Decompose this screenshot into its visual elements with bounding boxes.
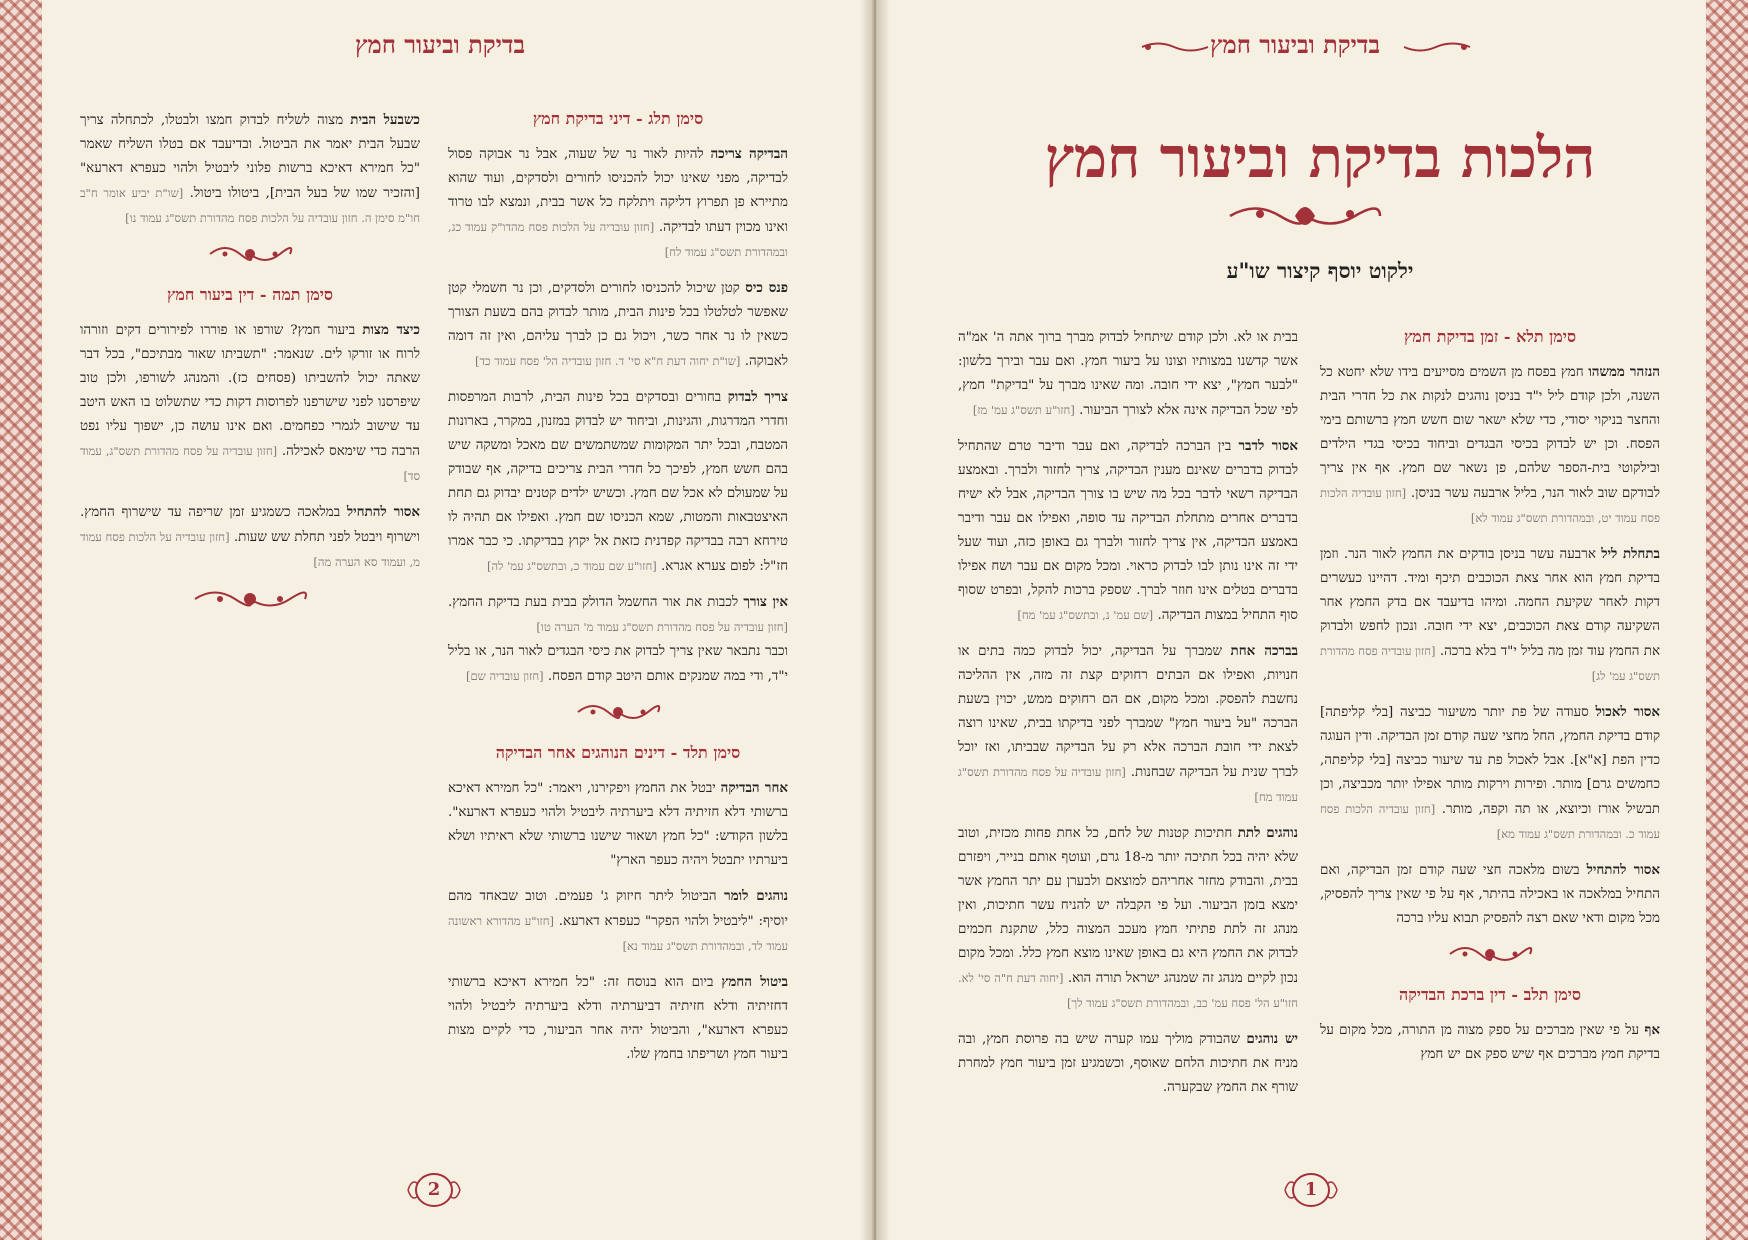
decorative-border-right — [1706, 0, 1748, 1240]
paragraph: כשבעל הבית מצוה לשליח לבדוק חמצו ולבטלו, לכתחלה צריך שבעל הבית יאמר את הביטול. ובדיעבד אם בטלו השליח שאמר "כל חמירא דאיכא ברשות פלוני ליבטיל ולהוי כעפרא דארעא" [והזכיר שמו של בעל הבית], ביטולו ביטול. [שו"ת יביע אומר ח"ב חו"מ סימן ה. חזון עובדיה על הלכות פסח מהדורת תשס"ג עמוד נו] — [80, 112, 421, 225]
paragraph: ביטול החמץ ביום הוא בנוסח זה: "כל חמירא דאיכא ברשותי דחזיתיה ודלא חזיתיה דביערתיה ודלא ביערתיה ליבטיל ולהוי כעפרא דארעא", והביטול יהיה אחר הביעור, כדי לקיים מצות ביעור חמץ ושריפתו בחמץ שלו. — [448, 974, 788, 1062]
right-page-right-column — [1320, 326, 1660, 1078]
paragraph: אסור להתחיל במלאכה כשמגיע זמן שריפה עד שישרוף החמץ. וישרוף ויבטל לפני תחלת שש שעות. [חזון עובדיה על הלכות פסח עמוד מ, ועמוד סא הערה מה] — [80, 504, 420, 569]
paragraph: הנזהר ממשהו חמץ בפסח מן השמים מסייעים בידו שלא יחטא כל השנה, ולכן קודם ליל י"ד בניסן נוהגים לנקות את כל חדרי הבית והחצר בניקוי יסודי, כדי שלא ישאר שום חשש חמץ ברשותם בימי הפסח. וכן יש לבדוק בכיסי הבגדים וביחוד בכיסי בגדי הילדים ובילקוטי בית-הספר שלהם, פן נשאר שם חמץ. אף אין צריך לבודקם שוב לאור הנר, בליל ארבעה עשר בניסן. [חזון עובדיה הלכות פסח עמוד יט, ובמהדורת תשס"ג עמוד לא] — [1320, 364, 1661, 525]
floral-ornament-icon — [1320, 942, 1660, 968]
paragraph: וכבר נתבאר שאין צריך לבדוק את כיסי הבגדים לאור הנר, או בליל י"ד, ודי במה שמנקים אותם היטב קודם הפסח. [חזון עובדיה שם] — [448, 644, 788, 684]
section-title: סימן תלא - זמן בדיקת חמץ — [1403, 327, 1577, 346]
paragraph: בתחלת ליל ארבעה עשר בניסן בודקים את החמץ לאור הנר. וזמן בדיקת חמץ הוא אחר צאת הכוכבים תיכף ומיד. דהיינו כעשרים דקות לאחר שקיעת החמה. ומיהו בדיעבד אם בדק החמץ אחר השקיעה קודם צאת הכוכבים, יצא ידי חובה. ונכון לחפש ולבדוק את החמץ עוד זמן מה בליל י"ד בלא ברכה. [חזון עובדיה פסח מהדורת תשס"ג עמ' לג] — [1320, 546, 1660, 683]
paragraph: אסור לדבר בין הברכה לבדיקה, ואם עבר ודיבר טרם שהתחיל לבדוק בדברים שאינם מענין הבדיקה, צריך לחזור ולברך. ובאמצע הבדיקה רשאי לדבר בכל מה שיש בו צורך הבדיקה, אבל לא ישיח בדברים אחרים מתחלת הבדיקה עד סופה, ואפילו אם עבר ודיבר באמצע הבדיקה, אין צריך לחזור ולברך גם באופן כזה, ועוד שעל ידי זה אינו נותן לבו לבדוק כראוי. ומכל מקום אם עבר ושח אפילו בדברים בטלים אינו חוזר לברך. שספק ברכות להקל, ובפרט שסוף סוף התחיל במצות הבדיקה. [שם עמ' נ, ובתשס"ג עמ' מח] — [958, 438, 1299, 623]
floral-ornament-icon — [80, 242, 420, 268]
page-number-left: 2 — [406, 1170, 462, 1210]
paragraph: הבדיקה צריכה להיות לאור נר של שעוה, אבל נר אבוקה פסול לבדיקה, מפני שאינו יכול להכניסו לחורים ולסדקים, ועוד שהוא מתיירא פן תפרוץ דליקה ויתלקח כל אשר בבית, ונמצא לבו טרוד ואינו מכוין דעתו לבדיקה. [חזון עובדיה על הלכות פסח מהדו"ק עמוד כג, ובמהדורת תשס"ג עמוד לח] — [448, 146, 788, 259]
paragraph: אף על פי שאין מברכים על ספק מצוה מן התורה, מכל מקום על בדיקת חמץ מברכים אף שיש ספק אם יש חמץ — [1320, 1022, 1660, 1062]
paragraph: אין צורך לכבות את אור החשמל הדולק בבית בעת בדיקת החמץ. [חזון עובדיה על פסח מהדורת תשס"ג עמוד מ' הערה טו] — [448, 594, 789, 634]
floral-ornament-icon — [448, 700, 788, 726]
section-title: סימן תלב - דין ברכת הבדיקה — [1399, 985, 1581, 1004]
floral-ornament-icon — [1225, 196, 1385, 236]
section-title: סימן תמה - דין ביעור חמץ — [167, 285, 333, 304]
page-title: הלכות בדיקת וביעור חמץ — [1044, 125, 1596, 191]
paragraph: נוהגים לתת חתיכות קטנות של לחם, כל אחת פחות מכזית, וטוב שלא יהיה בכל חתיכה יותר מ-18 גרם, ועוטף אותם בנייר, ויפזרם בבית, והבודק מחזר אחריהם למוצאם ולבערן עם יתר החמץ אשר ימצא בזמן הביעור. ועל פי הקבלה יש להניח עשר חתיכות, ואין מנהג זה לתת פתיתי חמץ מעכב המצוה כלל, שתקנת חכמים לבדוק את החמץ היא גם באופן שאינו מוצא חמץ כלל. ומכל מקום נכון לקיים מנהג זה שמנהג ישראל תורה הוא. [יחוה דעת ח"ה סי' לא. חזו"ע הל' פסח עמ' כב, ובמהדורת תשס"ג עמוד לך] — [958, 825, 1298, 1010]
floral-ornament-icon — [80, 586, 420, 612]
page-number-right: 1 — [1283, 1170, 1339, 1210]
section-title: סימן תלג - דיני בדיקת חמץ — [532, 109, 704, 128]
left-page-left-column — [80, 108, 420, 628]
right-page-left-column — [958, 326, 1298, 1111]
floral-ornament-icon — [1402, 40, 1472, 54]
decorative-border-left — [0, 0, 42, 1240]
paragraph: יש נוהגים שהבודק מוליך עמו קערה שיש בה פרוסת חמץ, ובה מניח את חתיכות הלחם שאוסף, וכשמגיע זמן ביעור חמץ למחרת שורף את החמץ שבקערה. — [958, 1031, 1298, 1095]
paragraph: אסור לאכול סעודה של פת יותר משיעור כביצה [בלי קליפתה] קודם בדיקת החמץ, החל מחצי שעה קודם זמן הבדיקה. ודין העוגה כדין הפת [א"א]. אבל לאכול פת עד שיעור כביצה [בלי קליפתה, כחמשים גרם] מותר. ופירות וירקות מותר אפילו יותר מכביצה, וכן תבשיל אורז וכיוצא, או תה וקפה, מותר. [חזון עובדיה הלכות פסח עמוד כ. ובמהדורת תשס"ג עמוד מא] — [1320, 704, 1661, 841]
running-head-right: בדיקת וביעור חמץ — [1209, 30, 1381, 59]
section-title: סימן תלד - דינים הנוהגים אחר הבדיקה — [495, 743, 741, 762]
paragraph: בבית או לא. ולכן קודם שיתחיל לבדוק מברך ברוך אתה ה' אמ"ה אשר קדשנו במצותיו וצונו על ביעור חמץ. ואם עבר ובירך בלשון: "לבער חמץ", יצא ידי חובה. ומה שאינו מברך על "בדיקת" חמץ, לפי שכל הבדיקה אינה אלא לצורך הביעור. [חזו"ע תשס"ג עמ' מז] — [958, 330, 1298, 418]
paragraph: כיצד מצות ביעור חמץ? שורפו או פוררו לפירורים דקים וזורהו לרוח או זורקו לים. שנאמר: "תשביתו שאור מבתיכם", בכל דבר שאתה יכול להשביתו (פסחים כז). והמנהג לשורפו, ולכן טוב שיפרסנו לפני שישרפנו לפרוסות דקות כדי שתשלוט בו האש היטב עד שישוב לגמרי כפחמים. ואם אינו עושה כן, ישפוך עליו נפט הרבה כדי שימאס לאכילה. [חזון עובדיה על פסח מהדורת תשס"ג, עמוד סד] — [80, 322, 420, 483]
paragraph: בברכה אחת שמברך על הבדיקה, יכול לבדוק כמה בתים או חנויות, ואפילו אם הבתים רחוקים קצת זה מזה, אין ההליכה נחשבת להפסק. ומכל מקום, אם הם רחוקים ממש, יכוין בשעת הברכה "על ביעור חמץ" שמברך לפני בדיקתו בבית, שאינו רוצה לצאת ידי חובת הברכה אלא רק על הבדיקה שבביתו, ואז יוכל לברך שנית על הבדיקה שבחנות. [חזון עובדיה על פסח מהדורת תשס"ג עמוד מח] — [958, 643, 1298, 804]
running-head-left: בדיקת וביעור חמץ — [354, 30, 526, 59]
paragraph: אסור להתחיל בשום מלאכה חצי שעה קודם זמן הבדיקה, ואם התחיל במלאכה או באכילה בהיתר, אף על פי שאין צריך להפסיק, מכל מקום ודאי שאם רצה להפסיק תבוא עליו ברכה — [1320, 862, 1660, 926]
subtitle: ילקוט יוסף קיצור שו"ע — [1226, 258, 1414, 283]
paragraph: נוהגים לומר הביטול ליתר חיזוק ג' פעמים. וטוב שבאחד מהם יוסיף: "ליבטיל ולהוי הפקר" כעפרא דארעא. [חזו"ע מהדורא ראשונה עמוד לד, ובמהדורת תשס"ג עמוד נא] — [448, 888, 788, 953]
paragraph: פנס כיס קטן שיכול להכניסו לחורים ולסדקים, וכן נר חשמלי קטן שאפשר לטלטלו בכל פינות הבית, מותר לבדוק בהם בשעת הצורך כשאין לו נר אחר כשר, ויכול גם כן לברך עליהם, ואין זה דומה לאבוקה. [שו"ת יחוה דעת ח"א סי' ד. חזון עובדיה הל' פסח עמוד כד] — [448, 280, 788, 369]
left-page — [0, 0, 872, 1240]
left-page-right-column — [448, 108, 788, 1078]
paragraph: אחר הבדיקה יבטל את החמץ ויפקירנו, ויאמר: "כל חמירא דאיכא ברשותי דלא חזיתיה דלא ביערתיה ליבטיל ולהוי כעפרא דארעא". בלשון הקודש: "כל חמץ ושאור שישנו ברשותי שלא ראיתיו ושלא ביערתיו יתבטל ויהיה כעפר הארץ" — [448, 780, 788, 868]
book-gutter — [860, 0, 890, 1240]
paragraph: צריך לבדוק בחורים ובסדקים בכל פינות הבית, לרבות המרפסות וחדרי המדרגות, והגינות, וביחוד יש לבדוק במזנון, במקרר, בארונות המטבח, ובכל יתר המקומות שמשתמשים שם מאכל ומשקה שיש בהם חשש חמץ, לפיכך כל חדרי הבית צריכים בדיקה, אף שבודק על שמעולם לא אכל שם חמץ. וכשיש ילדים קטנים יבדוק גם תחת האיצטבאות והמטות, שמא הכניסו שם חמץ. ואפילו אם תהיה לו טירחא רבה בבדיקה קפדנית כזאת אל יקוץ בבדיקתו. כי כבר אמרו חז"ל: לפום צערא אגרא. [חזו"ע שם עמוד כ, ובתשס"ג עמ' לה] — [448, 389, 789, 574]
